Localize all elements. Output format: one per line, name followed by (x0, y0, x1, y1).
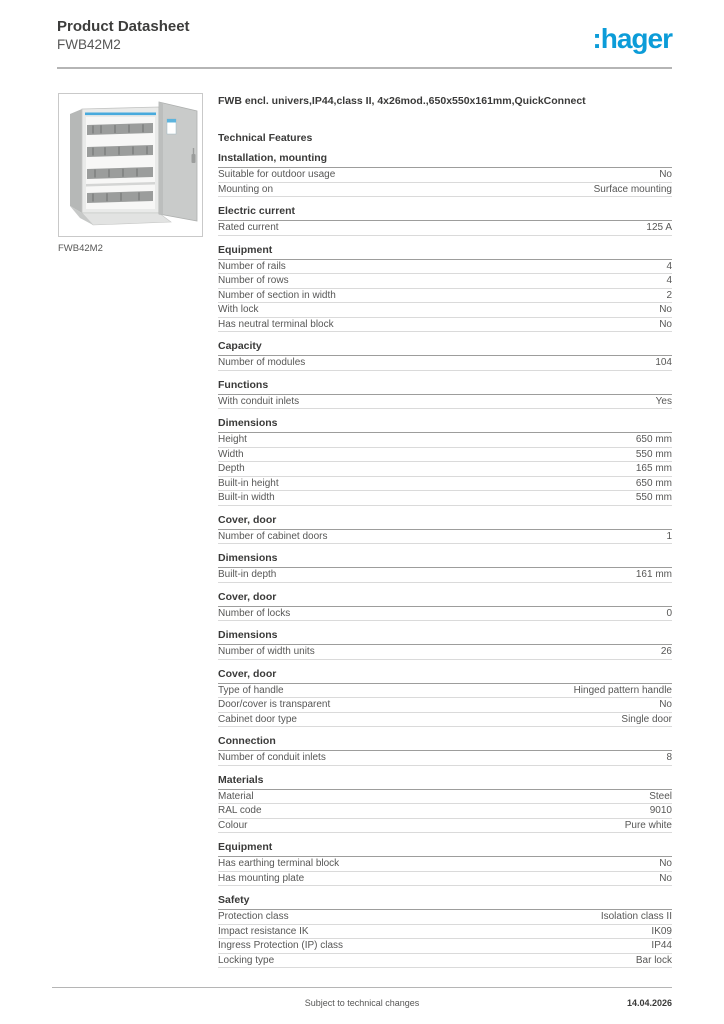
spec-value: 1 (666, 530, 672, 542)
section-rows (218, 395, 672, 410)
specs-column (218, 95, 672, 968)
spec-value: No (659, 318, 672, 330)
spec-value: 650 mm (635, 434, 672, 445)
spec-row (218, 804, 672, 819)
spec-row (218, 491, 672, 506)
section-rows (218, 221, 672, 236)
spec-value: Pure white (624, 819, 672, 831)
spec-value: 9010 (649, 805, 672, 816)
spec-row (218, 260, 672, 275)
spec-value: 0 (666, 607, 672, 619)
spec-value: No (659, 304, 672, 315)
spec-section (218, 630, 672, 660)
spec-value: 650 mm (635, 477, 672, 489)
spec-section (218, 736, 672, 766)
spec-value: No (659, 858, 672, 869)
spec-value: IK09 (651, 925, 672, 937)
spec-value: 4 (666, 275, 672, 286)
spec-value: 8 (666, 752, 672, 763)
spec-label: Number of rows (218, 275, 289, 286)
section-heading: Connection (218, 736, 672, 751)
footer-note: Subject to technical changes (304, 998, 420, 1008)
spec-sections (218, 153, 672, 968)
section-rows (218, 910, 672, 968)
spec-label: Number of modules (218, 357, 306, 368)
spec-row (218, 221, 672, 236)
spec-label: Height (218, 434, 247, 445)
footer-date: 14.04.2026 (626, 998, 672, 1008)
spec-value: 550 mm (635, 448, 672, 460)
spec-label: Has neutral terminal block (218, 318, 334, 330)
section-heading: Installation, mounting (218, 153, 672, 168)
technical-features-heading: Technical Features (218, 132, 313, 144)
spec-value: No (659, 169, 672, 180)
spec-value: Hinged pattern handle (573, 684, 672, 696)
product-title: FWB encl. univers,IP44,class II, 4x26mod.,650x550x161mm,QuickConnect (218, 95, 586, 107)
header-divider (57, 67, 672, 69)
section-rows (218, 168, 672, 197)
product-image-frame (58, 93, 203, 237)
spec-section (218, 341, 672, 371)
spec-label: RAL code (218, 805, 262, 816)
section-heading: Cover, door (218, 515, 672, 530)
spec-row (218, 872, 672, 887)
spec-value: IP44 (651, 940, 672, 951)
spec-row (218, 568, 672, 583)
spec-row (218, 433, 672, 448)
section-heading: Dimensions (218, 553, 672, 568)
hager-logo: :hager (592, 23, 672, 54)
spec-label: Number of section in width (218, 289, 336, 301)
section-heading: Dimensions (218, 630, 672, 645)
spec-label: Protection class (218, 911, 289, 922)
section-rows (218, 356, 672, 371)
section-rows (218, 645, 672, 660)
spec-row (218, 183, 672, 198)
spec-label: Has mounting plate (218, 872, 305, 884)
spec-row (218, 448, 672, 463)
spec-row (218, 751, 672, 766)
spec-row (218, 274, 672, 289)
spec-row (218, 530, 672, 545)
spec-label: Door/cover is transparent (218, 699, 331, 710)
section-heading: Electric current (218, 206, 672, 221)
product-image (59, 94, 202, 236)
spec-section (218, 895, 672, 968)
spec-row (218, 289, 672, 304)
spec-label: Number of locks (218, 607, 291, 619)
spec-label: With conduit inlets (218, 395, 300, 407)
spec-row (218, 462, 672, 477)
spec-section (218, 842, 672, 886)
spec-label: With lock (218, 304, 259, 315)
spec-section (218, 515, 672, 545)
spec-section (218, 153, 672, 197)
product-image-caption: FWB42M2 (58, 243, 103, 254)
spec-row (218, 356, 672, 371)
footer (52, 998, 672, 1012)
spec-value: Steel (649, 790, 672, 802)
spec-row (218, 168, 672, 183)
spec-row (218, 477, 672, 492)
spec-row (218, 303, 672, 318)
product-figure (58, 93, 203, 254)
spec-row (218, 939, 672, 954)
spec-row (218, 857, 672, 872)
footer-divider (52, 987, 672, 988)
section-rows (218, 751, 672, 766)
spec-section (218, 206, 672, 236)
spec-value: Isolation class II (600, 911, 672, 922)
spec-label: Rated current (218, 222, 279, 233)
section-heading: Safety (218, 895, 672, 910)
spec-row (218, 684, 672, 699)
section-rows (218, 857, 672, 886)
spec-label: Material (218, 790, 254, 802)
spec-row (218, 910, 672, 925)
spec-value: Single door (621, 713, 672, 725)
section-heading: Equipment (218, 245, 672, 260)
header-title-block (57, 18, 190, 53)
spec-section (218, 418, 672, 506)
spec-row (218, 698, 672, 713)
section-rows (218, 684, 672, 728)
spec-label: Mounting on (218, 183, 274, 195)
spec-value: 550 mm (635, 492, 672, 503)
spec-value: 165 mm (635, 463, 672, 474)
spec-value: 104 (655, 357, 672, 368)
spec-label: Number of cabinet doors (218, 530, 328, 542)
spec-label: Locking type (218, 954, 275, 966)
spec-label: Built-in width (218, 492, 275, 503)
spec-label: Width (218, 448, 244, 460)
section-heading: Dimensions (218, 418, 672, 433)
spec-section (218, 775, 672, 834)
spec-value: 26 (660, 646, 672, 657)
spec-row (218, 607, 672, 622)
spec-value: Surface mounting (593, 183, 672, 195)
spec-row (218, 819, 672, 834)
spec-label: Number of rails (218, 260, 286, 272)
spec-label: Type of handle (218, 684, 284, 696)
spec-label: Depth (218, 463, 245, 474)
spec-value: Yes (655, 395, 672, 407)
page-title: Product Datasheet (57, 18, 190, 35)
section-rows (218, 260, 672, 333)
section-heading: Cover, door (218, 669, 672, 684)
spec-row (218, 645, 672, 660)
section-rows (218, 607, 672, 622)
spec-label: Impact resistance IK (218, 925, 309, 937)
section-rows (218, 568, 672, 583)
spec-row (218, 790, 672, 805)
spec-label: Has earthing terminal block (218, 858, 340, 869)
spec-label: Built-in depth (218, 569, 277, 580)
section-heading: Capacity (218, 341, 672, 356)
section-heading: Functions (218, 380, 672, 395)
spec-value: 2 (666, 289, 672, 301)
spec-label: Suitable for outdoor usage (218, 169, 336, 180)
section-heading: Materials (218, 775, 672, 790)
header (57, 18, 672, 54)
spec-section (218, 592, 672, 622)
spec-section (218, 245, 672, 333)
spec-row (218, 925, 672, 940)
spec-section (218, 669, 672, 728)
spec-value: No (659, 872, 672, 884)
spec-row (218, 395, 672, 410)
spec-value: 125 A (646, 222, 672, 233)
spec-value: 161 mm (635, 569, 672, 580)
page-subtitle: FWB42M2 (57, 37, 121, 52)
spec-section (218, 553, 672, 583)
spec-row (218, 318, 672, 333)
spec-label: Ingress Protection (IP) class (218, 940, 344, 951)
spec-value: No (659, 699, 672, 710)
spec-label: Number of width units (218, 646, 315, 657)
section-rows (218, 790, 672, 834)
spec-section (218, 380, 672, 410)
spec-label: Built-in height (218, 477, 279, 489)
spec-label: Number of conduit inlets (218, 752, 326, 763)
spec-value: 4 (666, 260, 672, 272)
spec-row (218, 954, 672, 969)
spec-label: Colour (218, 819, 248, 831)
spec-label: Cabinet door type (218, 713, 297, 725)
section-rows (218, 530, 672, 545)
section-rows (218, 433, 672, 506)
section-heading: Cover, door (218, 592, 672, 607)
spec-row (218, 713, 672, 728)
spec-value: Bar lock (635, 954, 672, 966)
section-heading: Equipment (218, 842, 672, 857)
